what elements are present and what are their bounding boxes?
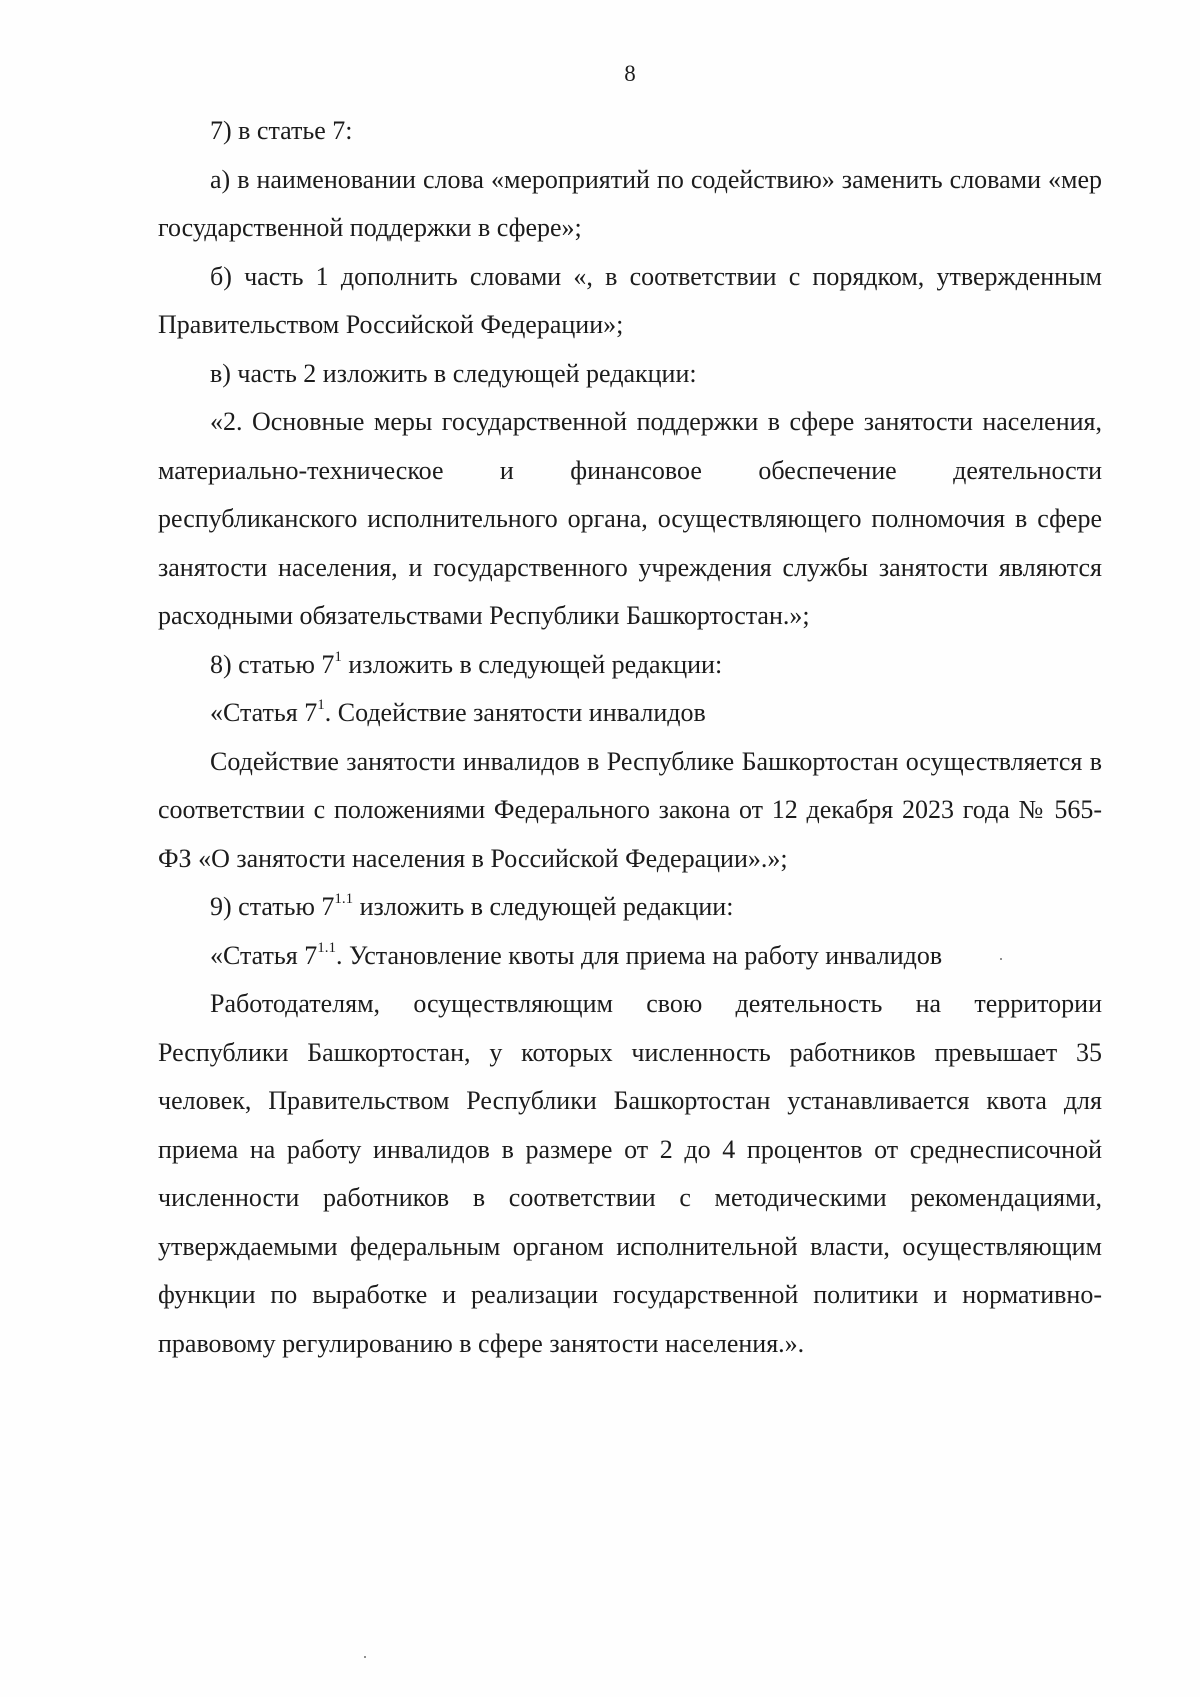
article-7-1-title-end: . Содействие занятости инвалидов — [324, 698, 706, 727]
article-7-1-1-superscript: 1.1 — [317, 939, 336, 956]
item-9-heading — [158, 883, 1102, 932]
document-body — [158, 107, 1102, 1368]
item-7v-paragraph: в) часть 2 изложить в следующей редакции: — [210, 358, 697, 388]
article-7-1-superscript: 1 — [317, 697, 325, 714]
article-7-1-1-title-end: . Установление квоты для приема на работу инвалидов — [335, 940, 943, 970]
item-9-superscript: 1.1 — [334, 891, 354, 908]
scan-speck — [1000, 958, 1002, 960]
item-9-text-start: 9) статью 7 — [210, 892, 335, 921]
item-8-superscript: 1 — [334, 648, 342, 665]
item-8-text-start: 8) статью 7 — [210, 649, 335, 679]
item-8-heading — [158, 641, 1102, 690]
article-7-1-1-title — [158, 932, 1102, 981]
item-9-text-end: изложить в следующей редакции: — [353, 892, 734, 921]
article-7-1-1-body: Работодателям, осуществляющим свою деятельность на территории Республики Башкортостан, у которых численность работников превышает 35 человек, Правительством Республики Башкортостан устанавливается квота для приема на работу инвалидов в размере от 2 до 4 процентов от среднесписочной численности работников в соответствии с методическими рекомендациями, утверждаемыми федеральным органом исполнительной власти, осуществляющим функции по выработке и реализации государственной политики и нормативно-правовому регулированию в сфере занятости населения.». — [158, 989, 1102, 1358]
scan-speck — [364, 1656, 366, 1658]
item-7a-paragraph: а) в наименовании слова «мероприятий по содействию» заменить словами «мер государственной поддержки в сфере»; — [158, 164, 1102, 242]
page-number: 8 — [624, 61, 636, 86]
item-7b-paragraph: б) часть 1 дополнить словами «, в соответствии с порядком, утвержденным Правительством Российской Федерации»; — [158, 261, 1102, 339]
article-7-1-title-start: «Статья 7 — [210, 698, 318, 727]
article-7-1-title — [158, 689, 1102, 738]
article-7-1-1-title-start: «Статья 7 — [210, 940, 318, 970]
part-2-new-text: «2. Основные меры государственной поддержки в сфере занятости населения, материально-техническое и финансовое обеспечение деятельности республиканского исполнительного органа, осуществляющего полномочия в сфере занятости населения, и государственного учреждения службы занятости являются расходными обязательствами Республики Башкортостан.»; — [158, 407, 1102, 630]
item-8-text-end: изложить в следующей редакции: — [341, 649, 723, 679]
article-7-1-body: Содействие занятости инвалидов в Республике Башкортостан осуществляется в соответствии с положениями Федерального закона от 12 декабря 2023 года № 565-ФЗ «О занятости населения в Российской Федерации».»; — [158, 746, 1102, 873]
item-7-heading: 7) в статье 7: — [210, 116, 353, 145]
